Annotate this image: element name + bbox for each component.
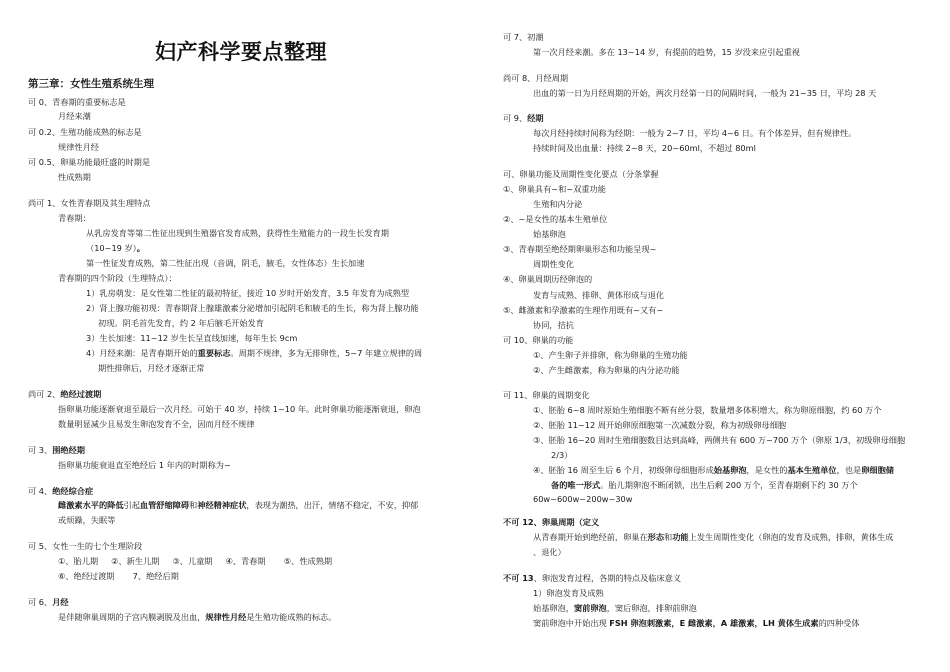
q4-text-3: ，表现为潮热，出汗，情绪不稳定，不安，抑郁 <box>246 500 419 510</box>
q9-answer-cont: 持续时间及出血量：持续 2~8 天，20~60ml，不超过 80ml <box>533 143 756 153</box>
q4-key-3: 神经精神症状 <box>197 500 247 510</box>
q6-prefix: 可 6、 <box>28 597 53 607</box>
q3-label <box>28 445 85 456</box>
q11-label: 可 11、卵巢的周期变化 <box>503 390 590 400</box>
q11-4-text-1: ④、胚胎 16 周至生后 6 个月，初级卵母细胞形成 <box>533 465 714 475</box>
q9-term: 经期 <box>527 113 544 123</box>
q4-key-2: 血管舒缩障碍 <box>139 500 190 510</box>
ovary-point-3-answer: 周期性变化 <box>533 259 574 269</box>
stage-1: 1）乳房萌发：是女性第二性征的最初特征，接近 10 岁时开始发育，3.5 年发育为成熟型 <box>86 288 410 298</box>
stage-2: 2）肾上腺功能初现：青春期肾上腺雄激素分泌增加引起阴毛和腋毛的生长，称为肾上腺功能 <box>86 303 419 313</box>
q11-item-1: ①、胚胎 6~8 周时原始生殖细胞不断有丝分裂，数量增多体积增大，称为卵原细胞，约 60 万个 <box>533 405 882 415</box>
q11-item-4 <box>533 465 894 476</box>
ovary-points-label: 可、卵巢功能及周期性变化要点（分条掌握 <box>503 169 659 179</box>
q13-item-2 <box>533 603 697 614</box>
q8-answer: 出血的第一日为月经周期的开始，两次月经第一日的间隔时间，一般为 21~35 日，平均 28 天 <box>533 88 877 98</box>
q4-prefix: 可 4、 <box>28 486 53 496</box>
q05-answer: 性成熟期 <box>58 172 91 182</box>
q4-text-1: 引起 <box>123 500 140 510</box>
q12-key-2: 功能 <box>672 532 689 542</box>
q5-stages-row-2: ⑥、绝经过渡期 7、绝经后期 <box>58 571 179 581</box>
puberty-definition: 从乳房发育等第二性征出现到生殖器官发育成熟，获得性生殖能力的一段生长发育期 <box>86 228 389 238</box>
puberty-features: 第一性征发育成熟，第二性征出现（音调，阴毛，腋毛，女性体态）生长加速 <box>86 258 365 268</box>
q12-answer <box>533 532 893 543</box>
q11-item-3: ③、胚胎 16~20 周时生殖细胞数目达到高峰，两侧共有 600 万~700 万个（卵原 1/3，初级卵母细胞 <box>533 435 906 445</box>
q2-term: 绝经过渡期 <box>60 389 102 399</box>
q6-label <box>28 597 69 608</box>
ovary-point-1-answer: 生殖和内分泌 <box>533 199 583 209</box>
q11-4-key-2: 基本生殖单位 <box>787 465 837 475</box>
q1-label: 尚可 1、女性青春期及其生理特点 <box>28 198 151 208</box>
ovary-point-5: ⑤、雌激素和孕激素的生理作用既有~又有~ <box>503 305 664 315</box>
age-period: 。 <box>136 243 145 253</box>
q0-label: 可 0、青春期的重要标志是 <box>28 97 126 107</box>
q11-4-key-1: 始基卵泡 <box>713 465 747 475</box>
q13-2-text-1: 始基卵泡， <box>533 603 574 613</box>
q4-text-2: 和 <box>189 500 198 510</box>
q11-4-key-4: 备的唯一形式 <box>551 480 601 490</box>
q0-answer: 月经来潮 <box>58 111 91 121</box>
q13-3-key: FSH 卵泡刺激素，E 雌激素，A 雄激素，LH 黄体生成素 <box>609 618 819 628</box>
q2-answer-cont: 数量明显减少且易发生卵泡发育不全，因而月经不规律 <box>58 419 255 429</box>
q5-stages-row-1: ①、胎儿期 ②、新生儿期 ③、儿童期 ④、青春期 ⑤、性成熟期 <box>58 556 333 566</box>
q13-2-text-2: ，窦后卵泡，排卵前卵泡 <box>606 603 697 613</box>
q2-prefix: 尚可 2、 <box>28 389 61 399</box>
stage-4-key: 重要标志 <box>197 348 231 358</box>
stage-4-cont: 期性排卵后，月经才逐渐正常 <box>98 363 205 373</box>
q11-4-text-3: ，也是 <box>836 465 862 475</box>
ovary-point-2-answer: 始基卵泡 <box>533 229 566 239</box>
q6-term: 月经 <box>52 597 69 607</box>
q4-answer <box>58 500 418 511</box>
q4-label <box>28 486 93 497</box>
q10-item-1: ①、产生卵子并排卵，称为卵巢的生殖功能 <box>533 350 688 360</box>
q5-label: 可 5、女性一生的七个生理阶段 <box>28 541 143 551</box>
stage-4-rest: 。周期不规律，多为无排卵性，5~7 年建立规律的周 <box>230 348 423 358</box>
q13-2-key: 窦前卵泡 <box>573 603 607 613</box>
q13-number: 13 <box>522 573 534 583</box>
q13-3-text-1: 窦前卵泡中开始出现 <box>533 618 610 628</box>
stage-2-cont: 初现。阴毛首先发育，约 2 年后腋毛开始发育 <box>98 318 264 328</box>
q4-term: 绝经综合症 <box>52 486 94 496</box>
q02-answer: 规律性月经 <box>58 142 99 152</box>
q13-label <box>503 573 681 584</box>
ovary-point-3: ③、青春期至绝经期卵巢形态和功能呈现~ <box>503 244 657 254</box>
age-range: （10~19 岁） <box>86 243 137 253</box>
q12-term: 卵巢周期（定义 <box>541 517 600 527</box>
q12-text-1: 从青春期开始到绝经前，卵巢在 <box>533 532 648 542</box>
q12-key-1: 形态 <box>647 532 665 542</box>
q4-key-1: 雌激素水平的降低 <box>58 500 124 510</box>
q6-answer <box>58 612 336 623</box>
document-title: 妇产科学要点整理 <box>155 40 327 64</box>
q9-prefix: 可 9、 <box>503 113 528 123</box>
puberty-heading: 青春期： <box>58 213 91 223</box>
ovary-point-2: ②、~是女性的基本生殖单位 <box>503 214 608 224</box>
q6-text-1: 是伴随卵巢周期的子宫内膜剥脱及出血， <box>58 612 206 622</box>
ovary-point-1: ①、卵巢具有~和~双重功能 <box>503 184 606 194</box>
stage-4 <box>86 348 422 359</box>
q12-text-2: 和 <box>664 532 673 542</box>
q11-item-2: ②、胚胎 11~12 周开始卵原细胞第一次减数分裂，称为初级卵母细胞 <box>533 420 787 430</box>
q11-4-text-2: ，是女性的 <box>746 465 788 475</box>
q3-answer: 指卵巢功能衰退直至绝经后 1 年内的时期称为~ <box>58 460 231 470</box>
q2-answer: 指卵巢功能逐渐衰退至最后一次月经。可始于 40 岁，持续 1~10 年。此时卵巢功能逐渐衰退，卵泡 <box>58 404 421 414</box>
q6-text-2: 是生殖功能成熟的标志。 <box>246 612 337 622</box>
q11-4-text-4: 。胎儿期卵泡不断闭锁，出生后剩 200 万个，至青春期剩下约 30 万个 <box>600 480 858 490</box>
stage-3: 3）生长加速：11~12 岁生长呈直线加速，每年生长 9cm <box>86 333 298 343</box>
q13-3-text-2: 的四种受体 <box>818 618 860 628</box>
q05-label: 可 0.5、卵巢功能最旺盛的时期是 <box>28 157 151 167</box>
chapter-heading: 第三章：女性生殖系统生理 <box>28 78 154 90</box>
q3-prefix: 可 3、 <box>28 445 53 455</box>
q7-label: 可 7、初潮 <box>503 32 544 42</box>
q11-4-key-3: 卵细胞储 <box>861 465 894 475</box>
q10-label: 可 10、卵巢的功能 <box>503 335 574 345</box>
q11-item-4-cont <box>551 480 858 491</box>
puberty-age <box>86 243 145 254</box>
ovary-point-5-answer: 协同，拮抗 <box>533 320 574 330</box>
q13-item-1: 1）卵泡发育及成熟 <box>533 588 604 598</box>
q12-prefix: 不可 12、 <box>503 517 542 527</box>
q12-answer-cont: 、退化） <box>533 547 566 557</box>
q11-summary: 60w~600w~200w~30w <box>533 494 633 504</box>
q4-answer-cont: 或烦躁，失眠等 <box>58 515 116 525</box>
q2-label <box>28 389 101 400</box>
q11-item-3-cont: 2/3） <box>551 450 573 460</box>
q7-answer: 第一次月经来潮。多在 13~14 岁，有提前的趋势，15 岁没来应引起重视 <box>533 47 800 57</box>
q10-item-2: ②、产生雌激素，称为卵巢的内分泌功能 <box>533 365 680 375</box>
q12-label <box>503 517 599 528</box>
stages-heading: 青春期的四个阶段（生理特点）： <box>58 273 177 283</box>
q3-term: 围绝经期 <box>52 445 85 455</box>
q6-key: 规律性月经 <box>205 612 247 622</box>
q8-label: 尚可 8、月经周期 <box>503 73 569 83</box>
q13-title: 、卵泡发育过程，各期的特点及临床意义 <box>533 573 682 583</box>
ovary-point-4-answer: 发育与成熟、排卵、黄体形成与退化 <box>533 290 665 300</box>
q02-label: 可 0.2、生殖功能成熟的标志是 <box>28 127 142 137</box>
q13-item-3 <box>533 618 860 629</box>
q13-prefix: 不可 <box>503 573 523 583</box>
stage-4-text: 4）月经来潮：是青春期开始的 <box>86 348 198 358</box>
q9-answer: 每次月经持续时间称为经期：一般为 2~7 日，平均 4~6 日。有个体差异，但有规律性。 <box>533 128 857 138</box>
ovary-point-4: ④、卵巢周期历经卵泡的 <box>503 274 593 284</box>
q9-label <box>503 113 544 124</box>
q12-text-3: 上发生周期性变化（卵泡的发育及成熟，排卵，黄体生成 <box>688 532 894 542</box>
